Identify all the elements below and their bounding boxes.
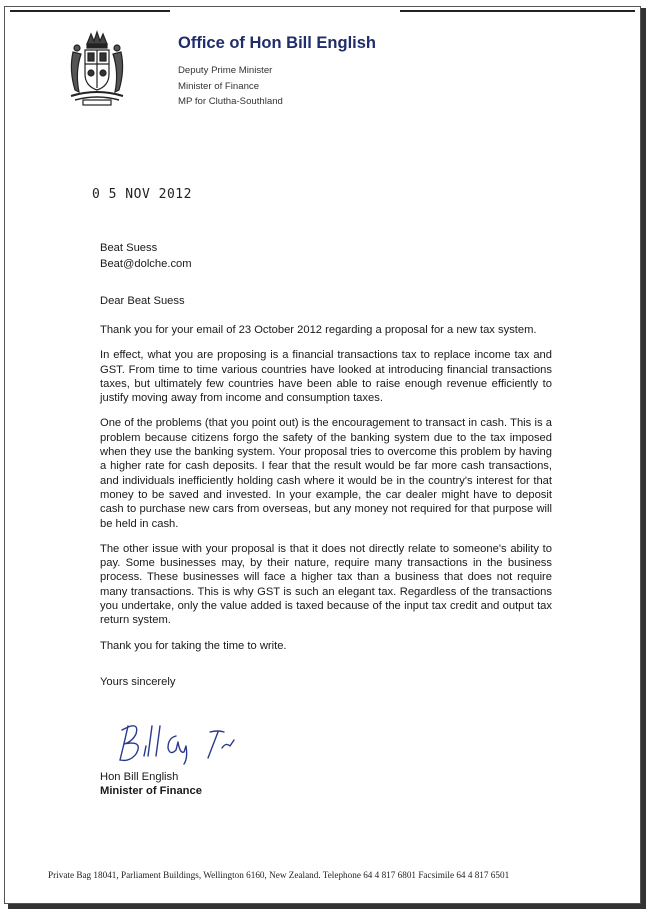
minister-roles [178, 63, 283, 110]
role-line: MP for Clutha-Southland [178, 96, 283, 107]
role-line: Minister of Finance [178, 80, 260, 92]
recipient-name: Beat Suess [100, 242, 158, 254]
salutation: Dear Beat Suess [100, 295, 185, 307]
letter-body [100, 323, 552, 664]
handwritten-signature [114, 718, 244, 766]
closing: Yours sincerely [100, 676, 176, 688]
recipient-block [100, 241, 192, 272]
role-line: Deputy Prime Minister [178, 65, 273, 76]
signer-block [100, 771, 202, 798]
scan-artifact-left [10, 10, 170, 12]
body-paragraph: Thank you for your email of 23 October 2012 regarding a proposal for a new tax system. [100, 324, 537, 336]
body-paragraph: In effect, what you are proposing is a financial transactions tax to replace income tax and GST. From time to time various countries have looked at introducing financial transactions taxes, but ultimately few countries have been able to raise enough revenue efficiently to justify moving away from income and consumption taxes. [100, 349, 552, 405]
page-shadow-bottom [8, 904, 646, 909]
body-paragraph: Thank you for taking the time to write. [100, 639, 287, 652]
coat-of-arms-icon [65, 30, 129, 108]
body-paragraph: The other issue with your proposal is that it does not directly relate to someone's ability to pay. Some businesses may, by their nature, require many transactions in the business process. These businesses will face a higher tax than a business that does not require many transactions. This is why GST is such an elegant tax. Regardless of the transactions you undertake, only the value added is taxed because of the input tax credit and output tax return system. [100, 542, 552, 627]
recipient-email: Beat@dolche.com [100, 257, 192, 270]
date-stamp: 0 5 NOV 2012 [92, 187, 192, 202]
signer-title: Minister of Finance [100, 784, 202, 797]
office-title: Office of Hon Bill English [178, 34, 376, 52]
page-shadow-right [641, 8, 646, 908]
signer-name: Hon Bill English [100, 771, 179, 783]
letterhead-footer: Private Bag 18041, Parliament Buildings, Wellington 6160, New Zealand. Telephone 64 4 817 6801 Facsimile 64 4 817 6501 [48, 870, 510, 880]
body-paragraph: One of the problems (that you point out) is the encouragement to transact in cash. This is a problem because citizens forgo the safety of the banking system due to the tax imposed when they use the banking system. Your proposal tries to overcome this problem by having a higher rate for cash deposits. I fear that the result would be far more cash transactions, and individuals inefficiently holding cash where it would be in the country's interest for that money to be saved and invested. In your example, the car dealer might have to deposit cash to purchase new cars from overseas, but any money not required for that purpose will be held in cash. [100, 417, 552, 530]
scan-artifact-right [400, 10, 635, 12]
